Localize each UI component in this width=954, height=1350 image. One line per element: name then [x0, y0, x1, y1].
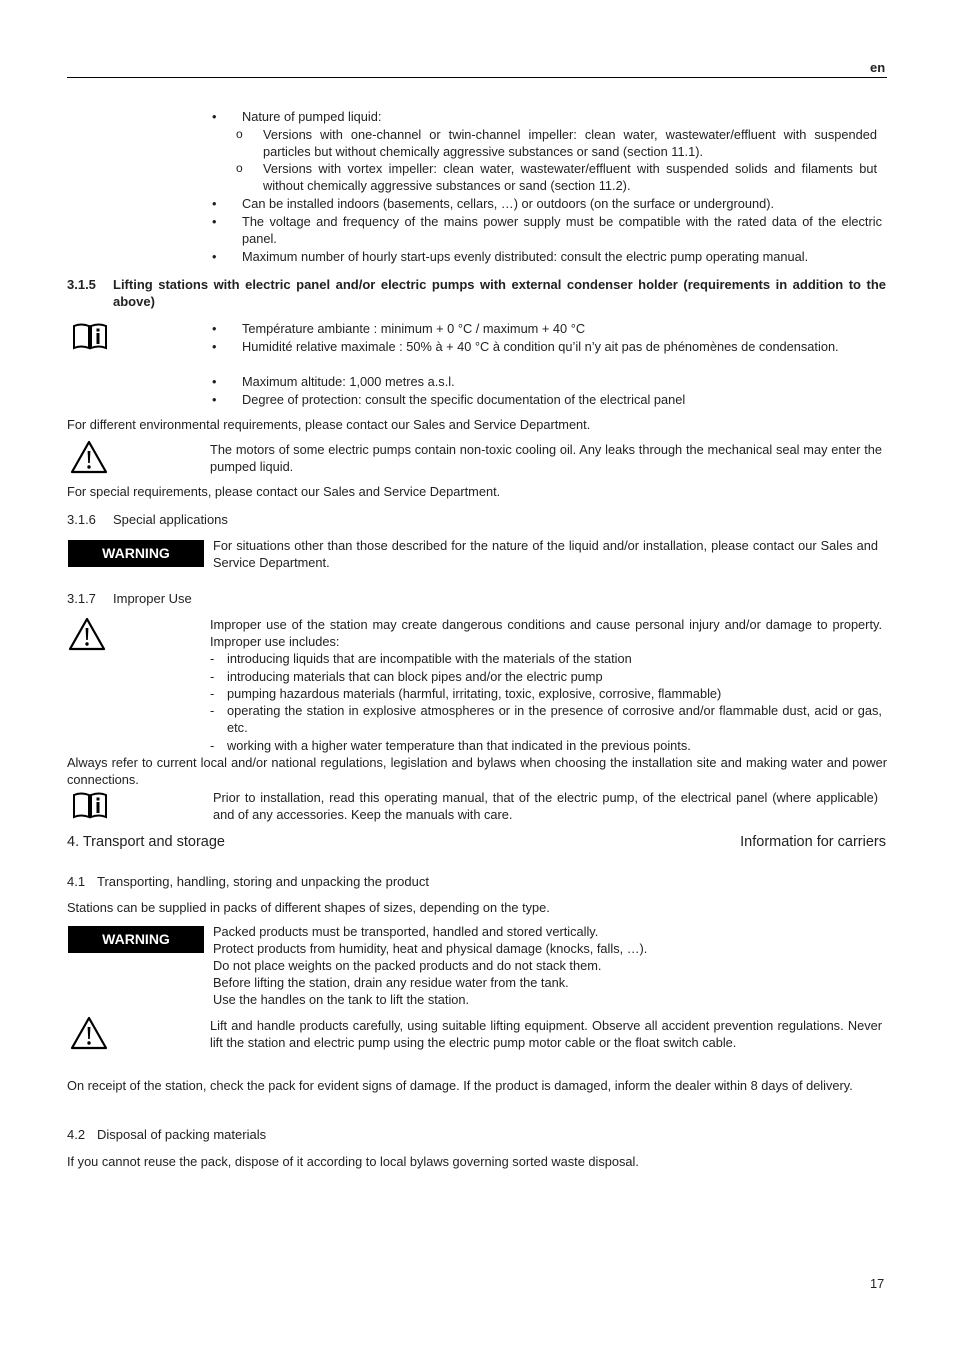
warning-triangle-icon: [68, 617, 106, 651]
list-item-text: working with a higher water temperature than that indicated in the previous points.: [227, 738, 691, 753]
list-item-text: Température ambiante : minimum + 0 °C / maximum + 40 °C: [242, 321, 586, 336]
list-item-text: Degree of protection: consult the specific documentation of the electrical panel: [242, 392, 686, 407]
warning-label: WARNING: [68, 926, 204, 953]
section-title-4-1: Transporting, handling, storing and unpacking the product: [97, 874, 429, 889]
list-item-text: Versions with one-channel or twin-channel impeller: clean water, wastewater/effluent with suspended particles but without chemically aggressive substances or sand (section 11.1).: [263, 127, 877, 159]
warning-triangle-icon: [70, 440, 108, 474]
header-rule: [67, 77, 887, 78]
section-number-3-1-7: 3.1.7: [67, 591, 96, 606]
bullet-symbol: •: [212, 339, 217, 354]
warning-line: Do not place weights on the packed products and do not stack them.: [213, 958, 602, 973]
list-item-text: operating the station in explosive atmospheres or in the presence of corrosive and/or flammable dust, acid or gas, etc.: [227, 703, 882, 735]
paragraph: On receipt of the station, check the pack for evident signs of damage. If the product is damaged, inform the dealer within 8 days of delivery.: [67, 1078, 853, 1093]
list-item-text: Maximum altitude: 1,000 metres a.s.l.: [242, 374, 455, 389]
list-item-text: Versions with vortex impeller: clean water, wastewater/effluent with suspended solids and filaments but without chemically aggressive substances or sand (section 11.2).: [263, 161, 877, 193]
improper-use-intro: Improper use of the station may create dangerous conditions and cause personal injury and/or damage to property. Improper use includes:: [210, 617, 882, 649]
dash-symbol: -: [210, 703, 215, 718]
paragraph: For different environmental requirements, please contact our Sales and Service Department.: [67, 417, 591, 432]
section-title-4-2: Disposal of packing materials: [97, 1127, 267, 1142]
page-number: 17: [870, 1276, 885, 1291]
paragraph: Stations can be supplied in packs of different shapes of sizes, depending on the type.: [67, 900, 550, 915]
list-item-text: pumping hazardous materials (harmful, irritating, toxic, explosive, corrosive, flammable): [227, 686, 722, 701]
paragraph: If you cannot reuse the pack, dispose of it according to local bylaws governing sorted waste disposal.: [67, 1154, 639, 1169]
warning-line: Packed products must be transported, handled and stored vertically.: [213, 924, 599, 939]
language-code: en: [870, 60, 886, 75]
paragraph: For special requirements, please contact our Sales and Service Department.: [67, 484, 501, 499]
bullet-symbol: •: [212, 374, 217, 389]
warning-label: WARNING: [68, 540, 204, 567]
caution-text: Lift and handle products carefully, using suitable lifting equipment. Observe all accident prevention regulations. Never lift the station and electric pump using the electric pump motor cable or the float switch cable.: [210, 1018, 882, 1050]
warning-line: Use the handles on the tank to lift the station.: [213, 992, 470, 1007]
list-item-text: Can be installed indoors (basements, cellars, …) or outdoors (on the surface or underground).: [242, 196, 775, 211]
paragraph: Always refer to current local and/or national regulations, legislation and bylaws when choosing the installation site and making water and power connections.: [67, 755, 887, 787]
dash-symbol: -: [210, 686, 215, 701]
warning-text: For situations other than those described for the nature of the liquid and/or installation, please contact our Sales and Service Department.: [213, 538, 878, 570]
list-item-text: introducing materials that can block pipes and/or the electric pump: [227, 669, 603, 684]
section-number-4-2: 4.2: [67, 1127, 86, 1142]
section-title-3-1-7: Improper Use: [113, 591, 192, 606]
bullet-symbol: •: [212, 196, 217, 211]
info-book-icon: [71, 791, 109, 819]
section-number-3-1-5: 3.1.5: [67, 277, 96, 292]
dash-symbol: -: [210, 651, 215, 666]
info-book-icon: [71, 322, 109, 350]
list-item-text: Humidité relative maximale : 50% à + 40 °C à condition qu’il n’y ait pas de phénomènes de condensation.: [242, 339, 839, 354]
list-item-text: Nature of pumped liquid:: [242, 109, 382, 124]
section-number-4-1: 4.1: [67, 874, 86, 889]
list-item-text: introducing liquids that are incompatible with the materials of the station: [227, 651, 632, 666]
sub-bullet-symbol: o: [236, 127, 243, 141]
warning-triangle-icon: [70, 1016, 108, 1050]
warning-text: [213, 923, 883, 1008]
chapter-audience: Information for carriers: [740, 834, 886, 850]
list-item-text: Maximum number of hourly start-ups evenly distributed: consult the electric pump operating manual.: [242, 249, 809, 264]
section-title-3-1-5: Lifting stations with electric panel and/or electric pumps with external condenser holder (requirements in addition to the above): [113, 277, 886, 309]
bullet-symbol: •: [212, 109, 217, 124]
section-title-3-1-6: Special applications: [113, 512, 228, 527]
dash-symbol: -: [210, 669, 215, 684]
list-item-text: The voltage and frequency of the mains power supply must be compatible with the rated data of the electric panel.: [242, 214, 882, 246]
warning-line: Before lifting the station, drain any residue water from the tank.: [213, 975, 569, 990]
caution-text: The motors of some electric pumps contain non-toxic cooling oil. Any leaks through the mechanical seal may enter the pumped liquid.: [210, 442, 882, 474]
info-text: Prior to installation, read this operating manual, that of the electric pump, of the electrical panel (where applicable) and of any accessories. Keep the manuals with care.: [213, 790, 878, 822]
dash-symbol: -: [210, 738, 215, 753]
bullet-symbol: •: [212, 321, 217, 336]
bullet-symbol: •: [212, 214, 217, 229]
bullet-symbol: •: [212, 249, 217, 264]
chapter-title: 4. Transport and storage: [67, 834, 225, 850]
sub-bullet-symbol: o: [236, 161, 243, 175]
bullet-symbol: •: [212, 392, 217, 407]
warning-line: Protect products from humidity, heat and physical damage (knocks, falls, …).: [213, 941, 648, 956]
section-number-3-1-6: 3.1.6: [67, 512, 96, 527]
